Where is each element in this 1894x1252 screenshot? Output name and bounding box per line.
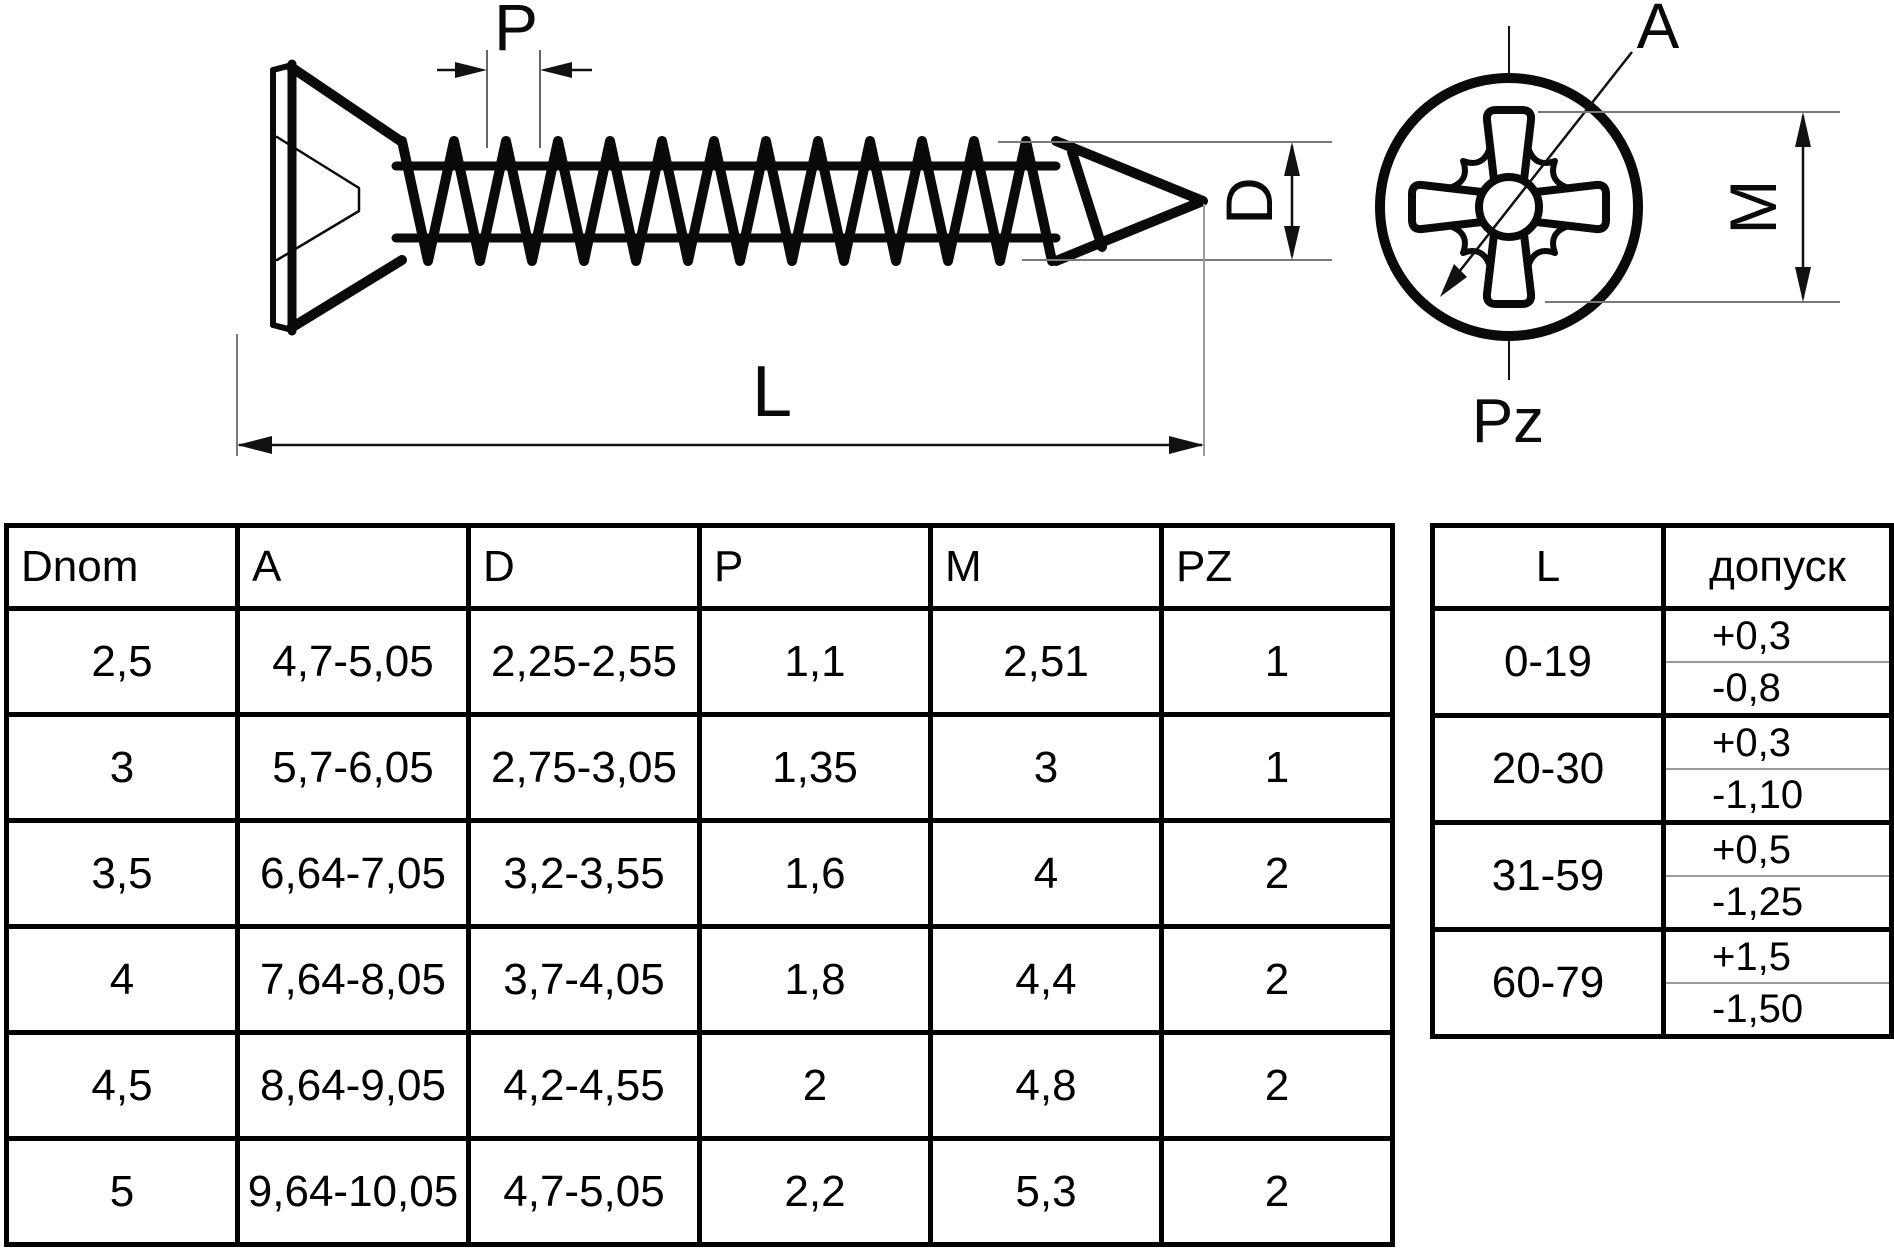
m-arrow-bottom [1795, 267, 1811, 302]
table-cell: 6,64-7,05 [238, 821, 469, 927]
d-arrow-bottom [1284, 226, 1300, 260]
table-cell: 5 [7, 1139, 238, 1245]
screw-side-view [273, 64, 1203, 331]
table-cell: 4,7-5,05 [238, 609, 469, 715]
table-cell: 3 [931, 715, 1162, 821]
table-cell: 3,2-3,55 [469, 821, 700, 927]
table-row [1433, 609, 1892, 716]
column-header-m: M [931, 526, 1162, 609]
tolerance-plus: +0,3 [1666, 611, 1889, 663]
p-arrow-left [455, 62, 487, 78]
table-cell: 1 [1162, 715, 1393, 821]
tolerance-minus: -1,25 [1712, 880, 1804, 924]
table-cell: 1,6 [700, 821, 931, 927]
dimension-l-label: L [751, 352, 793, 432]
column-header-d: D [469, 526, 700, 609]
table-cell: 2,51 [931, 609, 1162, 715]
tolerance-table-header-row [1433, 526, 1892, 609]
tolerance-cell [1664, 609, 1892, 716]
length-range-cell: 20-30 [1433, 716, 1664, 823]
l-arrow-left [237, 436, 272, 454]
table-cell: 7,64-8,05 [238, 927, 469, 1033]
table-cell: 2 [1162, 1033, 1393, 1139]
screw-tip-thread [1072, 152, 1102, 247]
table-cell: 8,64-9,05 [238, 1033, 469, 1139]
tolerance-cell [1664, 823, 1892, 930]
table-cell: 4,5 [7, 1033, 238, 1139]
l-arrow-right [1169, 436, 1204, 454]
screw-head-cone-bottom [291, 260, 402, 328]
dimensions-table [4, 523, 1395, 1247]
table-cell: 1,8 [700, 927, 931, 1033]
dimension-a-label: A [1636, 0, 1680, 62]
table-cell: 3,7-4,05 [469, 927, 700, 1033]
table-row [7, 609, 1393, 715]
table-row [1433, 823, 1892, 930]
table-row [1433, 716, 1892, 823]
table-cell: 2 [1162, 821, 1393, 927]
dimension-p-label: P [493, 0, 539, 64]
table-cell: 9,64-10,05 [238, 1139, 469, 1245]
table-row [7, 927, 1393, 1033]
table-cell: 4,4 [931, 927, 1162, 1033]
dimension-d-label: D [1212, 177, 1286, 225]
table-cell: 4,7-5,05 [469, 1139, 700, 1245]
table-cell: 4,8 [931, 1033, 1162, 1139]
table-cell: 1,35 [700, 715, 931, 821]
tolerance-plus: +0,5 [1666, 825, 1889, 877]
tolerance-minus: -1,10 [1712, 773, 1804, 817]
table-cell: 2 [700, 1033, 931, 1139]
p-arrow-right [540, 62, 572, 78]
tolerance-cell [1664, 930, 1892, 1037]
screw-thread-zigzag [402, 141, 1052, 261]
table-cell: 5,3 [931, 1139, 1162, 1245]
table-cell: 1,1 [700, 609, 931, 715]
d-arrow-top [1284, 142, 1300, 176]
length-range-cell: 31-59 [1433, 823, 1664, 930]
table-cell: 2 [1162, 1139, 1393, 1245]
p-extension-lines [487, 50, 540, 148]
dimensions-table-header-row [7, 526, 1393, 609]
table-row [7, 821, 1393, 927]
screw-head-front-view [1380, 26, 1638, 456]
table-cell: 2,5 [7, 609, 238, 715]
dimension-m-label: M [1716, 179, 1790, 235]
table-cell: 3,5 [7, 821, 238, 927]
table-cell: 4 [7, 927, 238, 1033]
tolerance-plus: +0,3 [1666, 718, 1889, 770]
column-header-pz: PZ [1162, 526, 1393, 609]
column-header-dopusk: допуск [1664, 526, 1892, 609]
table-cell: 5,7-6,05 [238, 715, 469, 821]
table-cell: 2 [1162, 927, 1393, 1033]
table-cell: 4 [931, 821, 1162, 927]
length-range-cell: 60-79 [1433, 930, 1664, 1037]
column-header-a: A [238, 526, 469, 609]
table-cell: 4,2-4,55 [469, 1033, 700, 1139]
screw-head-cone-top [291, 67, 402, 142]
tolerance-cell [1664, 716, 1892, 823]
table-cell: 2,75-3,05 [469, 715, 700, 821]
table-row [7, 1139, 1393, 1245]
tolerance-minus: -0,8 [1712, 666, 1781, 710]
table-cell: 2,2 [700, 1139, 931, 1245]
length-range-cell: 0-19 [1433, 609, 1664, 716]
table-cell: 1 [1162, 609, 1393, 715]
column-header-dnom: Dnom [7, 526, 238, 609]
table-row [1433, 930, 1892, 1037]
screw-technical-drawing [0, 0, 1894, 470]
m-arrow-top [1795, 112, 1811, 147]
table-row [7, 1033, 1393, 1139]
dimension-p [437, 0, 592, 148]
tolerance-plus: +1,5 [1666, 932, 1889, 984]
column-header-p: P [700, 526, 931, 609]
table-cell: 3 [7, 715, 238, 821]
table-row [7, 715, 1393, 821]
table-cell: 2,25-2,55 [469, 609, 700, 715]
tolerance-table [1430, 523, 1894, 1039]
drive-type-label: Pz [1471, 387, 1545, 456]
tolerance-minus: -1,50 [1712, 987, 1804, 1031]
column-header-l: L [1433, 526, 1664, 609]
